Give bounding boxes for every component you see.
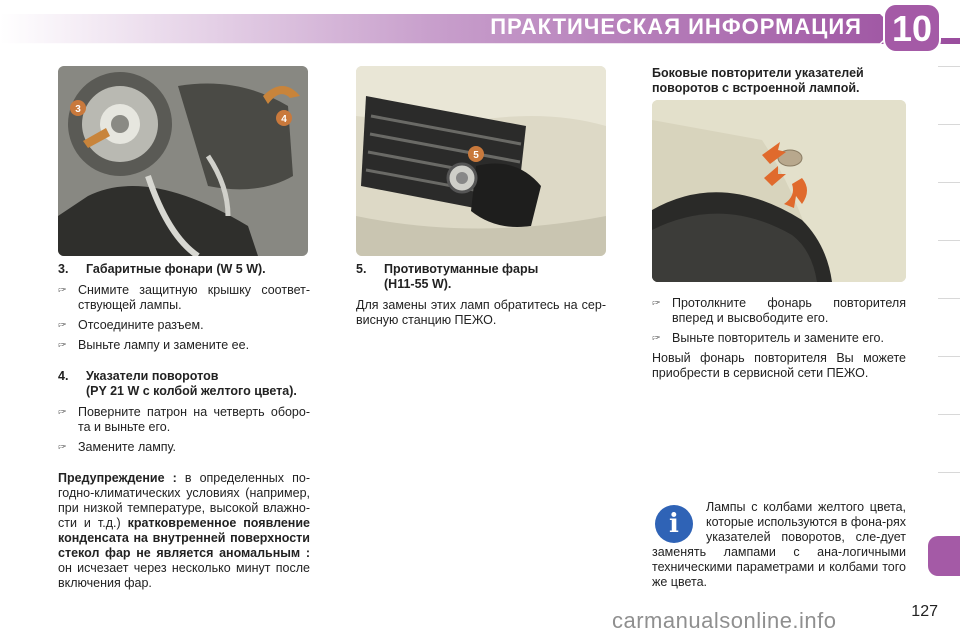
section-3-heading xyxy=(58,262,310,277)
side-repeater-title: Боковые повторители указателей поворотов с встроенной лампой. xyxy=(652,66,864,95)
section-4-heading xyxy=(58,369,310,399)
headlight-photo xyxy=(58,66,308,256)
column-middle xyxy=(356,262,606,334)
column-right xyxy=(652,296,906,387)
pointing-hand-icon: 🖙 xyxy=(58,319,67,331)
callout-3: 3 xyxy=(75,104,81,115)
chapter-tab[interactable] xyxy=(938,124,960,179)
list-item xyxy=(58,338,310,353)
chapter-tab[interactable] xyxy=(938,472,960,527)
pointing-hand-icon: 🖙 xyxy=(58,406,67,418)
chapter-tab[interactable] xyxy=(938,240,960,295)
list-item xyxy=(58,318,310,333)
list-item xyxy=(58,405,310,435)
chapter-number: 10 xyxy=(891,8,933,49)
watermark: carmanualsonline.info xyxy=(612,608,837,633)
section-3-number: 3. xyxy=(58,262,69,276)
chapter-tab[interactable] xyxy=(938,66,960,121)
pointing-hand-icon: 🖙 xyxy=(652,332,661,344)
foglamp-photo xyxy=(356,66,606,256)
pointing-hand-icon: 🖙 xyxy=(58,441,67,453)
section-5-text: Для замены этих ламп обратитесь на сер-висную станцию ПЕЖО. xyxy=(356,298,606,327)
chapter-tab-active[interactable] xyxy=(928,536,960,576)
chapter-tabs xyxy=(928,66,960,576)
callout-5: 5 xyxy=(473,150,479,161)
pointing-hand-icon: 🖙 xyxy=(58,339,67,351)
section-4-step-2: Замените лампу. xyxy=(78,440,177,454)
section-4-step-1: Поверните патрон на четверть оборо-та и выньте его. xyxy=(78,405,310,434)
warning-paragraph xyxy=(58,471,310,591)
info-icon: i xyxy=(655,505,693,543)
section-3-title: Габаритные фонари (W 5 W). xyxy=(86,262,266,276)
warning-text-2: он исчезает через несколько минут после включения фар. xyxy=(58,561,310,590)
section-5-heading xyxy=(356,262,606,292)
section-4-number: 4. xyxy=(58,369,69,383)
section-3-step-1: Снимите защитную крышку соответ-ствующей лампы. xyxy=(78,283,310,312)
warning-text-1: в определенных по-годно-климатических условиях (например, при низкой температуре, высокой влажно-сти и т.д.) xyxy=(58,471,310,530)
info-note xyxy=(652,500,906,590)
side-repeater-step-1: Протолкните фонарь повторителя вперед и высвободите его. xyxy=(672,296,906,325)
info-note-text: Лампы с колбами желтого цвета, которые используются в фона-рях указателей поворотов, сле-дует заменять лампами с ана-логичными техническими параметрами и колбами того же цвета. xyxy=(652,500,906,589)
section-4-title-line-1: Указатели поворотов xyxy=(86,369,219,383)
chapter-tab[interactable] xyxy=(938,182,960,237)
callout-4: 4 xyxy=(281,114,287,125)
warning-emphasis: кратковременное появление конденсата на внутренней поверхности стекол фар не является аномальным : xyxy=(58,516,310,560)
pointing-hand-icon: 🖙 xyxy=(652,297,661,309)
list-item xyxy=(652,331,906,346)
chapter-tab[interactable] xyxy=(938,298,960,353)
page-title: ПРАКТИЧЕСКАЯ ИНФОРМАЦИЯ xyxy=(490,14,862,39)
side-repeater-photo xyxy=(652,100,906,282)
column-right-heading xyxy=(652,66,906,102)
section-5-title-line-1: Противотуманные фары xyxy=(384,262,539,276)
chapter-tab[interactable] xyxy=(938,356,960,411)
section-5-number: 5. xyxy=(356,262,367,276)
list-item xyxy=(58,440,310,455)
list-item xyxy=(652,296,906,326)
chapter-tab[interactable] xyxy=(938,414,960,469)
page-number: 127 xyxy=(911,603,938,620)
warning-label: Предупреждение : xyxy=(58,471,177,485)
section-5-title-line-2: (H11-55 W). xyxy=(384,277,452,291)
side-repeater-step-2: Выньте повторитель и замените его. xyxy=(672,331,884,345)
column-left xyxy=(58,262,310,597)
section-3-step-2: Отсоедините разъем. xyxy=(78,318,204,332)
side-repeater-text: Новый фонарь повторителя Вы можете приобрести в сервисной сети ПЕЖО. xyxy=(652,351,906,380)
section-4-title-line-2: (PY 21 W с колбой желтого цвета). xyxy=(86,384,297,398)
list-item xyxy=(58,283,310,313)
section-3-step-3: Выньте лампу и замените ее. xyxy=(78,338,250,352)
pointing-hand-icon: 🖙 xyxy=(58,284,67,296)
